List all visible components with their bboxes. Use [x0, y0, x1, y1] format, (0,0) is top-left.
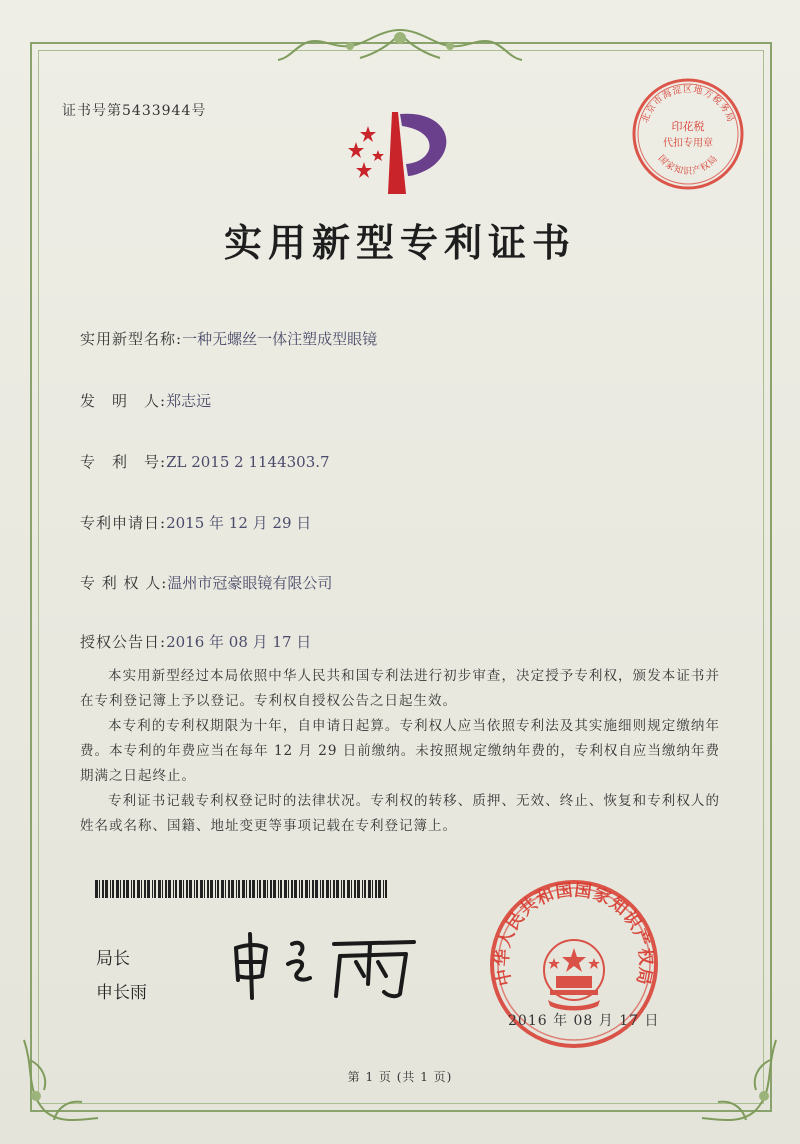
director-signature-icon	[228, 922, 428, 1002]
svg-text:北京市海淀区地方税务局: 北京市海淀区地方税务局	[640, 85, 736, 125]
patent-number-value: ZL 2015 2 1144303.7	[166, 453, 330, 471]
page-number: 第 1 页 (共 1 页)	[347, 1070, 453, 1084]
inventor-value: 郑志远	[166, 392, 212, 410]
grant-date-label: 授权公告日:	[80, 633, 167, 651]
seal-date: 2016 年 08 月 17 日	[508, 1013, 660, 1029]
grant-date-value: 2016 年 08 月 17 日	[166, 633, 312, 651]
inventor-row	[80, 390, 211, 411]
filing-date-value: 2015 年 12 月 29 日	[166, 514, 312, 532]
filing-date-label: 专利申请日:	[80, 514, 167, 532]
patentee-value: 温州市冠豪眼镜有限公司	[167, 574, 333, 592]
barcode-icon	[95, 880, 390, 898]
utility-model-name-label: 实用新型名称:	[80, 330, 183, 348]
certificate-number: 证书号第5433944号	[62, 103, 207, 119]
patent-number-row	[80, 451, 330, 472]
inventor-label: 发 明 人:	[80, 392, 167, 410]
body-paragraph-1: 本实用新型经过本局依照中华人民共和国专利法进行初步审查，决定授予专利权，颁发本证书并在专利登记簿上予以登记。专利权自授权公告之日起生效。	[80, 668, 720, 709]
patent-number-label: 专 利 号:	[80, 453, 167, 471]
certificate-title: 实用新型专利证书	[223, 221, 576, 265]
utility-model-name-value: 一种无螺丝一体注塑成型眼镜	[182, 330, 378, 348]
grant-date-row	[80, 631, 311, 652]
tax-stamp-seal-icon	[628, 74, 748, 194]
cnipa-logo-icon	[338, 104, 466, 200]
tax-seal-line-1: 印花税	[671, 120, 705, 133]
patentee-label: 专 利 权 人:	[80, 574, 168, 592]
body-paragraph-2: 本专利的专利权期限为十年，自申请日起算。专利权人应当依照专利法及其实施细则规定缴纳年费。本专利的年费应当在每年 12 月 29 日前缴纳。未按照规定缴纳年费的，专利权自应当缴纳年费期满之日起终止。	[80, 718, 720, 784]
director-title: 局长	[96, 949, 130, 969]
body-paragraph-3: 专利证书记载专利权登记时的法律状况。专利权的转移、质押、无效、终止、恢复和专利权人的姓名或名称、国籍、地址变更等事项记载在专利登记簿上。	[80, 793, 720, 834]
filing-date-row	[80, 512, 311, 533]
svg-text:中华人民共和国国家知识产权局: 中华人民共和国国家知识产权局	[492, 880, 656, 988]
utility-model-name-row	[80, 328, 377, 349]
svg-text:国家知识产权局: 国家知识产权局	[655, 153, 721, 177]
top-floral-ornament-icon	[270, 24, 530, 72]
director-name: 申长雨	[96, 983, 147, 1003]
patentee-row	[80, 572, 332, 593]
tax-seal-line-2: 代扣专用章	[663, 138, 713, 149]
certificate-body-text	[80, 664, 720, 839]
